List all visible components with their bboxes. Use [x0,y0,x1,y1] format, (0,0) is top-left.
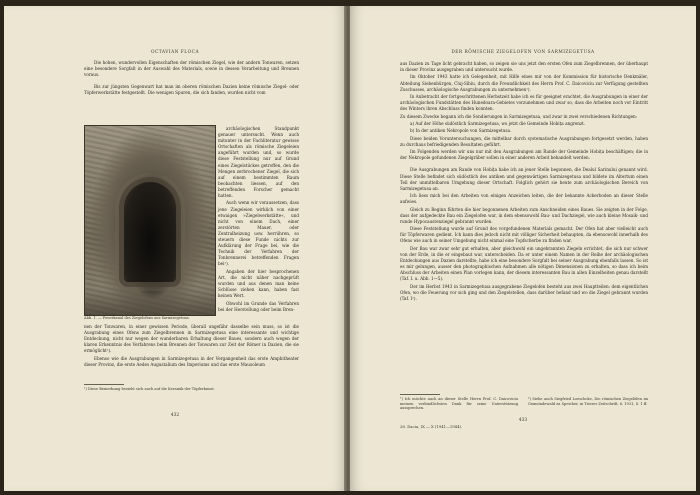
right-footnote-1: ¹) Ich möchte auch an dieser Stelle Herrn Prof. C. Daicoviciu meinen verbindlichsten Dank für seine Unterstützung aussprechen. [400,397,518,411]
side-paragraph-2: Auch wenn wir voraussetzen, dass jene Ziegeleien wirklich von einer etwaigen »Ziegelwerkstätte«, und nicht von einem Dach, einer zerstörten Mauer, oder Zentralheizung usw. herrühren, so steuern diese Funde nichts zur Aufklärung der Frage bei, wie die Technik der Verfahren der Tonbrennerei betreffenden Fragen bei¹). [218,200,299,267]
left-body-text [84,60,299,98]
left-page-number: 432 [170,413,180,418]
right-paragraph: aus Dazien zu Tage licht gebracht haben, so zeigen sie uns jetzt den ersten Ofen zum Ziegelbrennen, der überhaupt in dieser Provinz ausgegraben und untersucht wurde. [400,61,648,73]
right-paragraph: Diese beiden Voruntersuchungen, die mittelbar durch systematische Ausgrabungen fortgesetzt werden, haben zu durchaus befriedigenden Resultaten geführt. [400,135,648,147]
right-paragraph: b) In der antiken Nekropole von Sarmizegetusa. [410,128,512,134]
right-paragraph: Gleich zu Beginn führten die hier begonnenen Arbeiten zum Anschneiden eines Baues. Sie zeigten in der Folge, dass der aufgedeckte Bau ein Ziegelofen war, in dem ebensowohl Bau- und Dachziegel, wie auch kleine Mosaik- und runde Hypocaustenziegel gebrannt wurden. [400,206,648,224]
right-paragraph: Zu diesem Zwecke begann ich die Sondierungen in Sarmizegetusa, und zwar in zwei verschiedenen Richtungen: [400,113,638,119]
side-paragraph-1: archäologischen Standpunkt genauer untersucht. Wenn auch mitunter in der Fachliteratur gewisse Ortschaften als römische Ziegeleien angeführt wurden und, so wurde diese Feststellung nur auf Grund eines Ziegelstückes getroffen, den die Mengen zerbrochener Ziegel, die sich auf einem bestimmten Raum beobachten liessen, auf den betreffenden Forscher gemacht hatten. [218,126,299,199]
right-body-text [400,61,648,303]
right-page [350,6,696,491]
side-paragraph-4: Obwohl im Grunde das Verfahren bei der Herstellung oder beim Bren- [218,300,299,312]
left-paragraph-before-figure: Bis zur jüngsten Gegenwart hat man im oberen römischen Dazien keine römische Ziegel- oder Töpferwerkstätte festgestellt. Die wenigen Spuren, die sich fanden, wurden nicht vom [84,84,299,96]
right-paragraph: Die Ausgrabungen am Rande von Hobița habe ich an jener Stelle begonnen, die Dealul Sarinului genannt wird. Diese Stelle befindet sich südöstlich des antiken und gegenwärtigen Sarmizegetusa und bildete im Altertum einen Teil der unmittelbaren Umgebung dieser Ortschaft. Folglich gehört sie heute zum archäologischen Bereich von Sarmizegetusa an. [400,167,648,191]
right-paragraph: Der im Herbst 1943 in Sarmizegetusa ausgegrabene Ziegelofen besteht aus zwei Hauptteilen: dem eigentlichen Ofen, wo die Feuerung vor sich ging und den Ziegelstellen, dass darüber befand und wo die Ziegel gebrannt wurden (Taf. I²). [400,283,648,301]
kiln-arch-image [124,182,176,282]
left-page [4,6,346,491]
figure-caption: Abb. 1. — Feuerkanal des Ziegelofens aus Sarmizegetusa. [84,316,190,320]
kiln-photo [84,125,216,316]
figure-1 [84,125,214,320]
right-paragraph: In Anbetracht der fortgeschrittenen Herbstzeit habe ich es für geeignet erachtet, die Ausgrabungen in einer der archäologischen Fundstätten des Hunedoara-Gebietes vorzunehmen und zwar so, dass die Arbeiten noch vor Eintritt des Winters ihren Abschluss finden konnten. [400,94,648,112]
right-footnote-2: ²) Siehe auch Siegfried Loeschcke, Die römischen Ziegelöfen im Gemeindewald zu Speicher, in Trierer Zeitschrift, 6. 1931, S. 1 ff. [528,397,648,406]
left-intro-paragraph: Die hohen, wundervollen Eigenschaften der römischen Ziegel, wie der andern Tonwaren, setzen eine besondere Sorgfalt in der Auswahl des Materials, sowie in dessen Verarbeitung und Brennen voraus. [84,60,299,78]
signature-mark: 28. Dacia, IX — X (1941—1944). [400,424,463,429]
right-paragraph: Diese Feststellung wurde auf Grund des vorgefundenen Materials gemacht. Der Ofen hat aber vielleicht auch für Töpferwaren gedient. Ich kann dies jedoch nicht mit völliger Sicherheit behaupten, da ebensowohl innerhalb des Ofens wie auch in seiner Umgebung nicht einmal eine Topfscherbe zu finden war. [400,226,648,244]
right-footnote-rule [400,394,440,395]
right-paragraph: Im Folgenden werden wir uns nur mit den Ausgrabungen am Rande der Gemeinde Hobița beschäftigen; die in der Nekropole gefundenen Ziegelgräber sollen in einer anderen Arbeit behandelt werden. [400,149,648,161]
kiln-ground-image [85,287,215,315]
left-running-head: OCTAVIAN FLOCA [150,50,200,55]
right-page-number: 433 [518,418,528,423]
right-paragraph: Ich liess mich bei den Arbeiten von einigen Anzeichen leiten, die der bekannte Ackerboden an dieser Stelle aufwies. [400,193,648,205]
lower-paragraph-1: nen der Tonwaren, in einer gewissen Periode, überall ungefähr dasselbe sein muss, so ist die Ausgrabung eines Ofens zum Ziegelbrennen in Sarmizegetusa eine interessante und wichtige Entdeckung, nicht nur wegen der wunderbaren Erhaltung dieser Baues, sondern auch wegen der klaren Erkenntnis des Verfahrens beim Brennen der Tonwaren zur Zeit der Römer in Dazien, die sie ermöglicht²). [84,324,299,354]
left-footnote: ¹) Diese Bemerkung bezieht sich auch auf die Keramik der Töpferkunst. [84,387,215,391]
right-running-head: DER RÖMISCHE ZIEGELOFEN VON SARMIZEGETUSA [451,50,595,55]
right-paragraph: a) Auf der Höhe südöstlich Sarmizegetusa, wo jetzt die Gemeinde Hobița angrenzt. [410,121,586,127]
right-paragraph: Der Bau war zwar sehr gut erhalten, aber gleichwohl ein ungebrannten Ziegeln errichtet, die sich nur schwer von der Erde, in die er eingebaut war, unterscheiden. Da er unter einem Namen in der Reihe der archäologischen Entdeckungen aus Dazien darstellte, habe ich eine besondere Sorgfalt bei seiner Ausgrabung ebenfalls lassen. So ist es mir gelungen, ausser den photographischen Aufnahmen alle nötigen Dimensionen zu erhalten, so dass ich beim Abschluss der Arbeiten einen Plan vorlegen kann, der diesem interessanten Bau in allen Einzelheiten genau darstellt (Taf. I. u. Abb. 1—5). [400,245,648,282]
left-footnote-rule [84,384,124,385]
side-paragraph-3: Angaben der hier besprochenen Art, die nicht näher nachgeprüft wurden und aus denen man keine Schlüsse ziehen kann, haben fast keinen Wert. [218,268,299,299]
lower-paragraph-2: Ebenso wie die Ausgrabungen in Sarmizegetusa in der Vergangenheit das erste Amphitheater dieser Provinz, die erste Aedes Augustalium des Imperiums und das erste Mausoleum [84,355,299,367]
left-lower-text [84,324,299,369]
right-paragraph: Im Oktober 1943 hatte ich Gelegenheit, mit Hilfe eines mir von der Kommission für historische Denkmäler, Abteilung Siebenbürgen, Cluj-Sibiu, durch die Freundlichkeit des Herrn Prof. C. Daicoviciu zur Verfügung gestellten Zuschusses, archäologische Ausgrabungen zu unternehmen¹). [400,74,648,92]
left-side-column [218,126,299,314]
